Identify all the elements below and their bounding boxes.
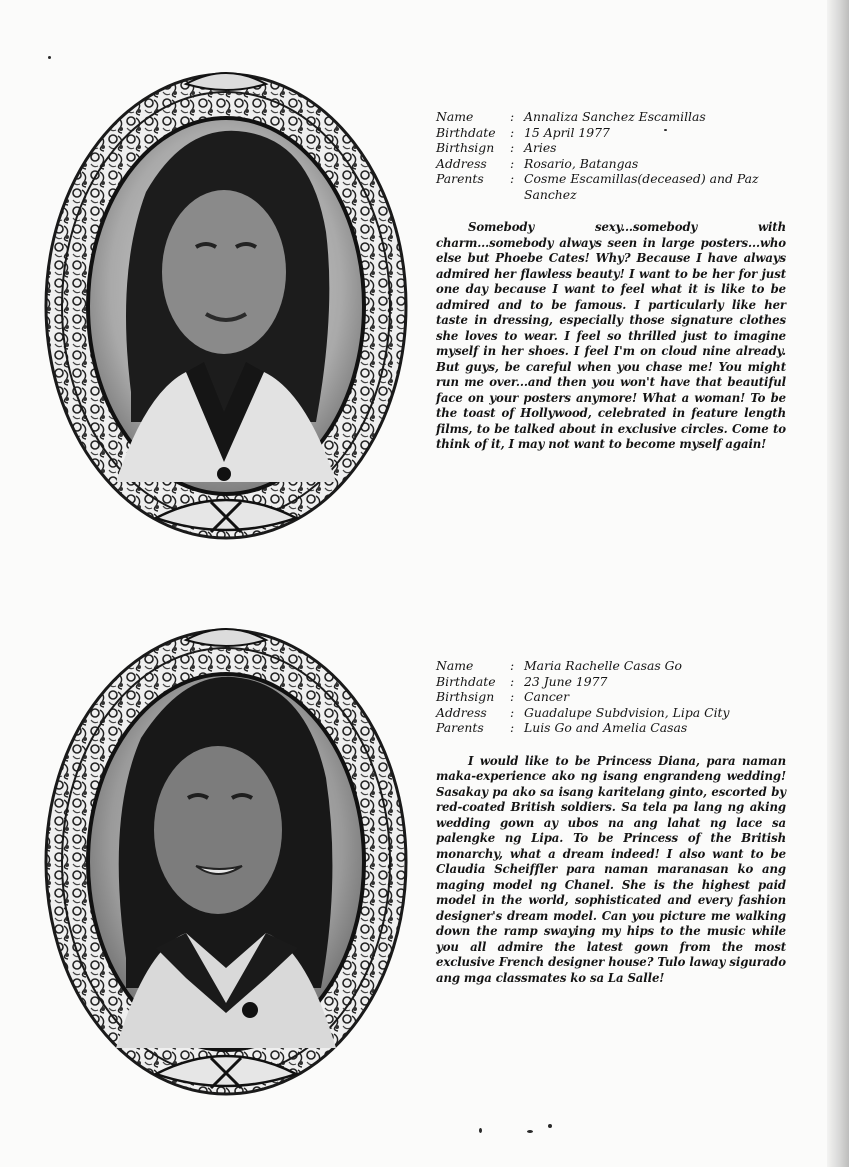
field-value: Guadalupe Subdvision, Lipa City [524,704,730,720]
field-label: Birthsign [436,689,495,704]
field-label: Birthdate [436,124,496,140]
info-row-parents [436,720,786,736]
info-table-1 [436,109,786,202]
info-row-address [436,156,786,172]
field-label: Birthdate [436,673,496,689]
bio-block-1 [436,109,786,464]
field-separator: : [510,673,515,689]
field-separator: : [510,171,515,186]
scan-speck [48,56,51,59]
story-paragraph-2: I would like to be Princess Diana, para naman maka-experience ako ng isang engrandeng wedding! Sasakay pa ako sa isang karitelang ginto, escorted by red-coated British soldiers. Sa tela pa lang ng aking wedding gown ay ubos na ang lahat ng lace sa palengke ng Lipa. To be Princess of the British monarchy, what a dream indeed! I also want to be Claudia Scheiffler para naman maranasan ko ang maging model ng Chanel. She is the highest paid model in the world, sophisticated and every fashion designer's dream model. Can you picture me walking down the ramp swaying my hips to the music while you all admire the latest gown from the most exclusive French designer house? Tulo laway sigurado ang mga classmates ko sa La Salle! [436,753,786,985]
field-value: Luis Go and Amelia Casas [524,720,688,735]
info-table-2 [436,658,786,736]
scan-speck [527,1130,533,1133]
ornate-portrait-1 [36,62,420,546]
field-separator: : [510,704,515,720]
field-label: Address [436,155,487,171]
field-separator: : [510,155,515,171]
field-label: Parents [436,720,484,735]
field-value: Cosme Escamillas(deceased) and Paz Sanchez [524,171,759,202]
info-row-birthsign [436,689,786,705]
field-value: Maria Rachelle Casas Go [524,658,683,673]
field-separator: : [510,140,515,155]
scan-speck [664,129,667,131]
profile-entry-1 [0,62,849,552]
portrait-frame-2 [36,618,420,1102]
info-row-name [436,658,786,674]
field-label: Name [436,109,474,124]
field-separator: : [510,689,515,704]
info-row-birthsign [436,140,786,156]
profile-entry-2 [0,618,849,1108]
field-separator: : [510,658,515,673]
field-label: Address [436,704,487,720]
field-label: Name [436,658,474,673]
info-row-name [436,109,786,125]
portrait-frame-1 [36,62,420,546]
field-value: Cancer [524,689,570,704]
field-value: 23 June 1977 [524,673,608,689]
field-value: Rosario, Batangas [524,155,639,171]
field-separator: : [510,124,515,140]
info-row-parents [436,171,786,202]
bio-block-2 [436,658,786,998]
field-value: 15 April 1977 [524,124,610,140]
field-separator: : [510,720,515,735]
field-value: Annaliza Sanchez Escamillas [524,109,706,124]
field-label: Parents [436,171,484,186]
field-value: Aries [524,140,557,155]
info-row-birthdate [436,125,786,141]
field-separator: : [510,109,515,124]
scan-speck [479,1128,482,1133]
scan-speck [548,1124,552,1128]
story-paragraph-1: Somebody sexy...somebody with charm...somebody always seen in large posters...who else but Phoebe Cates! Why? Because I have always admired her flawless beauty! I want to be her for just one day because I want to feel what it is like to be admired and to be famous. I particularly like her taste in dressing, especially those signature clothes she loves to wear. I feel so thrilled just to imagine myself in her shoes. I feel I'm on cloud nine already. But guys, be careful when you chase me! You might run me over...and then you won't have that beautiful face on your posters anymore! What a woman! To be the toast of Hollywood, celebrated in feature length films, to be talked about in exclusive circles. Come to think of it, I may not want to become myself again! [436,220,786,451]
ornate-portrait-2 [36,618,420,1102]
info-row-address [436,705,786,721]
field-label: Birthsign [436,140,495,155]
info-row-birthdate [436,674,786,690]
